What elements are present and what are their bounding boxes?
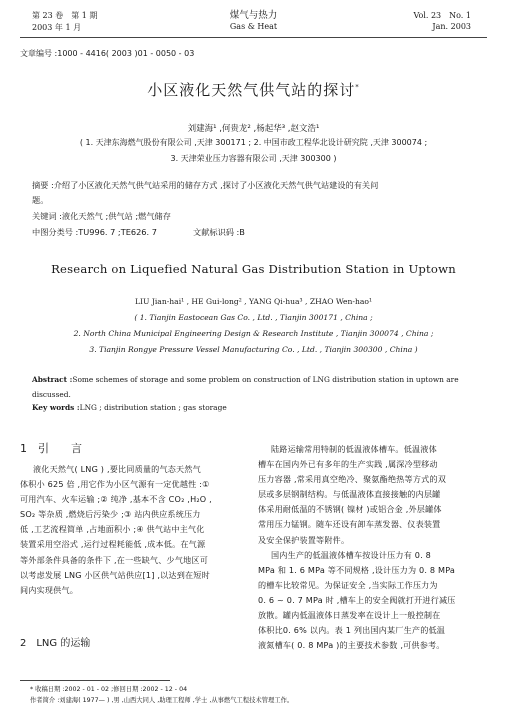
left-column [20, 462, 252, 598]
footnote-received: * 收稿日期 :2002 - 01 - 02 ;修回日期 :2002 - 12 - 04 [30, 686, 188, 693]
header-journal-cn: 煤气与热力 [229, 10, 278, 21]
header-month: Jan. 2003 [432, 22, 471, 31]
keywords-en-text: LNG ; distribution station ; gas storage [79, 403, 227, 412]
footnote-rule [20, 680, 170, 681]
body-line: 等外部条件具备的条件下 ,在一些缺气、少气地区可 [20, 554, 209, 565]
right-column [258, 442, 490, 653]
body-line: 的槽车比较常见。为保证安全 ,当实际工作压力为 [258, 579, 438, 590]
body-line: 压力容器 ,常采用真空绝冷、聚氨酯绝热等方式的双 [258, 474, 447, 485]
header-date: 2003 年 1 月 [32, 23, 82, 32]
abstract-cn [32, 178, 378, 208]
body-line: 0. 6 ~ 0. 7 MPa 时 ,槽车上的安全阀就打开进行减压 [258, 594, 456, 605]
body-line: 槽车在国内外已有多年的生产实践 ,属深冷型移动 [258, 459, 438, 470]
body-line: SO₂ 等杂质 ,燃烧后污染少 ;③ 站内供应系统压力 [20, 509, 201, 520]
body-line: 体采用耐低温的不锈钢( 镍材 )或铝合金 ,外层罐体 [258, 504, 442, 515]
affiliation-en-2: 2. North China Municipal Engineering Design & Research Institute , Tianjin 300074 , China ; [73, 329, 434, 338]
article-number: 文章编号 :1000 - 4416( 2003 )01 - 0050 - 03 [20, 49, 195, 58]
header-volume: Vol. 23 No. 1 [413, 11, 471, 20]
body-line: 装置采用空浴式 ,运行过程耗能低 ,成本低。在气源 [20, 539, 206, 550]
body-line: 液氮槽车( 0. 8 MPa )的主要技术参数 ,可供参考。 [258, 640, 445, 651]
authors-en: LIU Jian-hai¹ , HE Gui-long² , YANG Qi-hua³ , ZHAO Wen-hao¹ [134, 297, 373, 306]
keywords-en-label: Key words : [32, 403, 80, 412]
title-footnote-mark: * [355, 83, 360, 91]
keywords-en [32, 403, 227, 412]
body-line: 及安全保护装置等附件。 [258, 534, 350, 545]
body-line: 层或多层钢制结构。与低温液体直接接触的内层罐 [258, 489, 441, 500]
affiliation-cn-2: 3. 天津荣业压力容器有限公司 ,天津 300300 ) [170, 154, 337, 163]
body-line: 体积比0. 6% 以内。表 1 列出国内某厂生产的低温 [258, 625, 446, 636]
abstract-en-text-cont: discussed. [32, 390, 71, 399]
abstract-en [32, 372, 459, 402]
body-line: 陆路运输常用特制的低温液体槽车。低温液体 [271, 444, 437, 454]
affiliation-en-1: ( 1. Tianjin Eastocean Gas Co. , Ltd. , Tianjin 300171 , China ; [134, 313, 373, 322]
authors-cn: 刘建海¹ ,何贵龙² ,杨起华³ ,赵文浩¹ [187, 124, 320, 134]
footnote-author-bio: 作者简介 :刘建海( 1977— ) ,男 ,山西大同人 ,助理工程师 ,学士 ,从事燃气工程技术管理工作。 [30, 697, 294, 704]
abstract-en-text: Some schemes of storage and some problem on construction of LNG distribution station in uptown are [72, 375, 459, 384]
header-journal-en: Gas & Heat [229, 22, 278, 31]
keywords-cn: 关键词 :液化天然气 ;供气站 ;燃气储存 [32, 211, 171, 221]
title-cn [0, 79, 507, 100]
body-line: 液化天然气( LNG ) ,要比同质量的气态天然气 [33, 464, 201, 474]
abstract-cn-line: 题。 [32, 195, 49, 205]
document-code: 文献标识码 :B [193, 227, 245, 237]
abstract-cn-line: 摘要 :介绍了小区液化天然气供气站采用的储存方式 ,探讨了小区液化天然气供气站建设的有关问 [32, 180, 379, 190]
body-line: 国内生产的低温液体槽车按设计压力有 0. 8 [271, 549, 432, 560]
section1-heading: 1 引 言 [20, 442, 82, 455]
body-line: 以考虑发展 LNG 小区供气站供应[1] ,以达到在短时 [20, 569, 210, 580]
body-line: MPa 和 1. 6 MPa 等不同规格 ,设计压力为 0. 8 MPa [258, 564, 456, 575]
body-line: 低 ,工艺流程简单 ,占地面积小 ;④ 供气站中主气化 [20, 524, 205, 535]
section2-heading: 2 LNG 的运输 [20, 638, 91, 649]
body-line: 可用汽车、火车运输 ;② 纯净 ,基本不含 CO₂ ,H₂O , [20, 494, 212, 505]
affiliation-cn-1: ( 1. 天津东海燃气股份有限公司 ,天津 300171 ; 2. 中国市政工程华北设计研究院 ,天津 300074 ; [79, 138, 428, 147]
affiliation-en-3: 3. Tianjin Rongye Pressure Vessel Manufacturing Co. , Ltd. , Tianjin 300300 , China ) [89, 345, 418, 354]
abstract-en-label: Abstract : [32, 375, 73, 384]
classification-number: 中图分类号 :TU996. 7 ;TE626. 7 [32, 227, 157, 237]
header-rule [20, 37, 487, 38]
title-cn-text: 小区液化天然气供气站的探讨 [147, 81, 356, 99]
body-line: 放散。罐内低温液体日蒸发率在设计上一般控制在 [258, 610, 441, 621]
title-en: Research on Liquefied Natural Gas Distribution Station in Uptown [51, 262, 456, 276]
body-line: 间内实现供气。 [20, 584, 79, 595]
header-issue: 第 23 卷 第 1 期 [32, 11, 98, 20]
body-line: 常用压力锰钢。随车还设有卸车蒸发器、仪表装置 [258, 519, 441, 530]
body-line: 体积小 625 倍 ,用它作为小区气源有一定优越性 :① [20, 479, 210, 490]
